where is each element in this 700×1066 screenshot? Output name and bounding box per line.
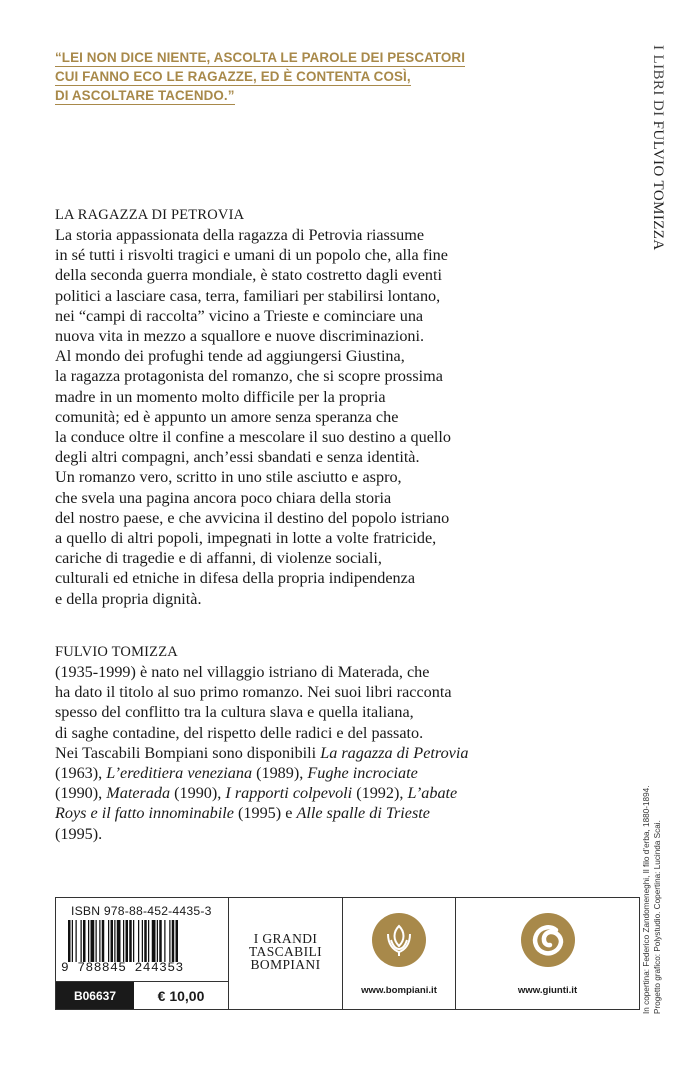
text-line: [55, 803, 555, 823]
work-title: Materada: [106, 784, 171, 803]
series-line: I GRANDI: [253, 931, 318, 946]
book-title: LA RAGAZZA DI PETROVIA: [55, 207, 245, 223]
text-line: La storia appassionata della ragazza di Petrovia riassume: [55, 226, 425, 244]
author-bio: [55, 642, 555, 844]
text-line: culturali ed etniche in difesa della propria indipendenza: [55, 569, 416, 588]
book-description: [55, 225, 555, 609]
cover-credits: [642, 786, 663, 1014]
text-line: e della propria dignità.: [55, 589, 202, 608]
isbn-number: ISBN 978-88-452-4435-3: [71, 904, 212, 918]
work-title: Fughe incrociate: [307, 764, 418, 783]
text-line: la conduce oltre il confine a mescolare il suo destino a quello: [55, 428, 452, 447]
barcode-cell: [56, 898, 229, 1009]
text-line: Al mondo dei profughi tende ad aggiungersi Giustina,: [55, 347, 405, 366]
series-line: TASCABILI: [248, 944, 323, 959]
text-line: la ragazza protagonista del romanzo, che si scopre prossima: [55, 367, 443, 386]
work-title: La ragazza di Petrovia: [320, 743, 469, 762]
text-line: a quello di altri popoli, impegnati in lotte a volte fratricide,: [55, 529, 437, 548]
quote-line: DI ASCOLTARE TACENDO.”: [55, 88, 235, 103]
work-title: Roys e il fatto innominabile: [55, 804, 234, 823]
series-logo: [229, 932, 342, 971]
work-title: I rapporti colpevoli: [225, 784, 353, 803]
price: € 10,00: [157, 987, 205, 1004]
available-intro: Nei Tascabili Bompiani sono disponibili: [55, 743, 321, 762]
text-line: cariche di tragedie e di affanni, di violenze sociali,: [55, 549, 382, 568]
text-line: [55, 783, 555, 803]
work-title: L’ereditiera veneziana: [106, 764, 253, 783]
bompiani-cell: [343, 898, 456, 1009]
code-price-row: [56, 981, 228, 1009]
text-line: del nostro paese, e che avvicina il destino del popolo istriano: [55, 508, 450, 527]
author-description: [55, 662, 555, 844]
work-year: (1963),: [55, 764, 103, 783]
text-line: Un romanzo vero, scritto in uno stile asciutto e aspro,: [55, 468, 402, 487]
product-code: B06637: [56, 982, 134, 1009]
series-cell: [229, 898, 343, 1009]
barcode-bars: [68, 920, 218, 962]
text-line: in sé tutti i risvolti tragici e umani di un popolo che, alla fine: [55, 246, 448, 265]
giunti-link[interactable]: www.giunti.it: [517, 985, 578, 996]
quote-line: “LEI NON DICE NIENTE, ASCOLTA LE PAROLE DEI PESCATORI: [55, 50, 466, 65]
work-year: (1992),: [356, 784, 404, 803]
text-line: (1935-1999) è nato nel villaggio istriano di Materada, che: [55, 663, 430, 681]
work-year: (1990),: [174, 784, 222, 803]
author-name: FULVIO TOMIZZA: [55, 644, 178, 660]
text-line: spesso del conflitto tra la cultura slava e quella italiana,: [55, 703, 414, 722]
work-title: Alle spalle di Trieste: [296, 804, 430, 823]
credit-line: Progetto grafico: Polystudio. Copertina: Lucinda Scai.: [652, 820, 662, 1014]
ean-number: 9 788845 244353: [61, 960, 184, 975]
work-year: (1990),: [55, 784, 103, 803]
text-line: comunità; ed è appunto un amore senza speranza che: [55, 407, 399, 426]
bompiani-link[interactable]: www.bompiani.it: [361, 985, 437, 996]
giunti-cell: [456, 898, 639, 1009]
flower-logo-icon: [371, 912, 427, 968]
text-line: degli altri compagni, anch’essi sbandati e senza identità.: [55, 448, 420, 467]
work-year: (1989),: [256, 764, 304, 783]
text-line: ha dato il titolo al suo primo romanzo. Nei suoi libri racconta: [55, 683, 452, 702]
text-line: che svela una pagina ancora poco chiara della storia: [55, 488, 392, 507]
spine-series-title: [649, 45, 666, 251]
spiral-logo-icon: [520, 912, 576, 968]
text-line: nei “campi di raccolta” vicino a Trieste e cominciare una: [55, 306, 424, 325]
text-line: madre in un momento molto difficile per la propria: [55, 387, 386, 406]
text-line: nuova vita in mezzo a squallore e nuove discriminazioni.: [55, 327, 425, 346]
credit-line: In copertina: Federico Zandomeneghi, Il filo d’erba, 1880-1894.: [642, 785, 651, 1014]
barcode-panel: [55, 897, 640, 1010]
text-line: di saghe contadine, del rispetto delle radici e del passato.: [55, 723, 424, 742]
quote-line: CUI FANNO ECO LE RAGAZZE, ED È CONTENTA COSÌ,: [55, 69, 411, 84]
series-line: BOMPIANI: [250, 957, 321, 972]
work-year: (1995) e: [238, 804, 293, 823]
text-line: della seconda guerra mondiale, è stato costretto dagli eventi: [55, 266, 443, 285]
text-line: politici a lasciare casa, terra, familiari per stabilirsi lontano,: [55, 286, 441, 305]
text-line: [55, 763, 555, 783]
book-summary: [55, 205, 555, 609]
spine-author: FULVIO TOMIZZA: [650, 120, 666, 251]
text-line: [55, 743, 555, 763]
back-cover-quote: [55, 48, 525, 105]
spine-prefix: I LIBRI DI: [650, 45, 666, 117]
work-title: L’abate: [407, 784, 458, 803]
text-line: (1995).: [55, 824, 103, 843]
